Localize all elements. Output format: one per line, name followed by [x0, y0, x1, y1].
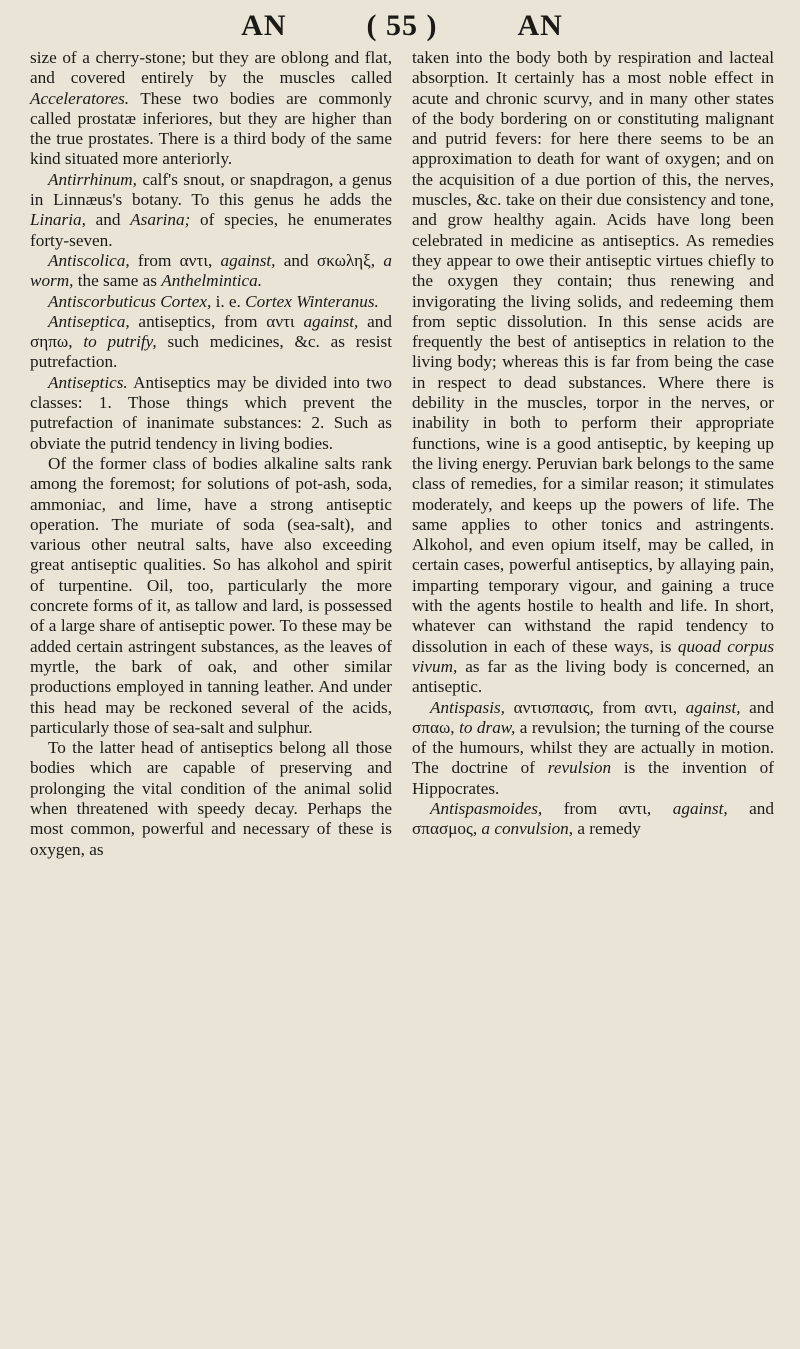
text-run: from αντι, — [129, 250, 221, 270]
italic-term: Antiseptics. — [48, 372, 128, 392]
page-number: ( 55 ) — [366, 9, 438, 42]
text-run: size of a cherry-stone; but they are oblong and flat, and covered entirely by the muscles called — [30, 48, 392, 88]
paragraph — [30, 373, 392, 454]
text-run: a revulsion; the turning of the course of the humours, whilst they are actually in motion. The doctrine of — [412, 717, 774, 778]
text-run: of species, he enumerates forty-seven. — [30, 210, 392, 250]
italic-term: Antispasmoides, — [430, 798, 543, 818]
text-run: a remedy — [573, 819, 641, 839]
italic-term: Cortex Winteranus. — [245, 291, 379, 311]
paragraph — [30, 312, 392, 373]
running-head-left: AN — [241, 9, 287, 42]
italic-term: Anthelmintica. — [161, 271, 263, 291]
italic-term: Antispasis, — [430, 697, 505, 717]
text-run: calf's snout, or snapdragon, a genus in Linnæus's botany. To this genus he adds the — [30, 169, 392, 210]
italic-term: against, — [672, 798, 728, 818]
italic-term: Acceleratores. — [30, 88, 130, 108]
italic-term: against, — [303, 311, 359, 331]
paragraph — [30, 48, 392, 170]
text-run: as far as the living body is concerned, an antiseptic. — [412, 656, 774, 697]
text-run: Of the former class of bodies alkaline salts rank among the foremost; for solutions of pot-ash, soda, ammoniac, and lime, have a strong antiseptic operation. The muriate of soda (sea-salt), and various other neutral salts, have also exceeding great antiseptic qualities. So has alkohol and spirit of turpentine. Oil, too, particularly the more concrete forms of it, as tallow and lard, is possessed of a large share of antiseptic power. To these may be added certain astringent substances, as the leaves of myrtle, the bark of oak, and other similar productions employed in tanning leather. And under this head may be reckoned several of the acids, particularly those of sea-salt and sulphur. — [30, 453, 392, 737]
text-columns — [30, 48, 774, 860]
running-head-right: AN — [517, 9, 563, 42]
italic-term: to draw, — [459, 717, 516, 737]
italic-term: to putrify, — [83, 332, 157, 352]
paragraph — [412, 48, 774, 698]
paragraph — [30, 251, 392, 292]
italic-term: Linaria, — [30, 210, 86, 230]
text-run: To the latter head of antiseptics belong all those bodies which are capable of preserving and prolonging the vital condition of the animal solid when threatened with speedy decay. Perhaps the most common, powerful and necessary of these is oxygen, as — [30, 738, 392, 859]
italic-term: Asarina; — [130, 210, 191, 230]
paragraph — [30, 454, 392, 738]
text-run: and σκωληξ, — [275, 250, 384, 270]
italic-term: Antiscorbuticus Cortex, — [48, 291, 212, 311]
italic-term: a convulsion, — [481, 819, 574, 839]
italic-term: against, — [685, 697, 741, 717]
running-head — [30, 6, 774, 46]
text-run: from αντι, — [542, 798, 673, 818]
text-run: and — [85, 210, 131, 230]
text-run: antiseptics, from αντι — [129, 311, 304, 331]
text-run: αντισπασις, from αντι, — [504, 697, 686, 717]
text-run: These two bodies are commonly called prostatæ inferiores, but they are higher than the true prostates. There is a third body of the same kind situated more anteriorly. — [30, 88, 392, 169]
italic-term: Antiscolica, — [48, 250, 130, 270]
paragraph — [30, 170, 392, 251]
paragraph — [412, 799, 774, 840]
paragraph — [412, 698, 774, 799]
text-run: and σηπω, — [30, 311, 392, 352]
italic-term: Antirrhinum, — [48, 169, 137, 189]
text-run: and σπασμος, — [412, 798, 774, 839]
right-column — [412, 48, 774, 860]
text-run: i. e. — [211, 291, 246, 311]
italic-term: against, — [220, 250, 276, 270]
paragraph — [30, 738, 392, 860]
text-run: is the invention of Hippocrates. — [412, 758, 775, 798]
paragraph — [30, 292, 392, 312]
left-column — [30, 48, 392, 860]
italic-term: a worm, — [30, 250, 392, 291]
text-run: Antiseptics may be divided into two classes: 1. Those things which prevent the putrefaction of inanimate substances: 2. Such as obviate the putrid tendency in living bodies. — [30, 372, 392, 453]
italic-term: quoad corpus vivum, — [412, 636, 775, 676]
text-run: and σπαω, — [412, 697, 774, 737]
text-run: the same as — [73, 271, 162, 291]
italic-term: revulsion — [547, 758, 612, 778]
italic-term: Antiseptica, — [48, 311, 130, 331]
text-run: taken into the body both by respiration and lacteal absorption. It certainly has a most noble effect in acute and chronic scurvy, and in many other states of the body bordering on or constituting malignant and putrid fevers: for here there seems to be an approximation to death for want of oxygen; and on the acquisition of a due portion of this, the nerves, muscles, &c. take on their due consistency and tone, and grow healthy again. Acids have long been celebrated in medicine as antiseptics. As remedies they appear to owe their antiseptic virtues chiefly to the oxygen they contain; thus renewing and invigorating the living solids, and redeeming them from septic dissolution. In this sense acids are frequently the best of antiseptics in relation to the living body; whereas this is far from being the case in respect to dead substances. Where there is debility in the muscles, torpor in the nerves, or inability in both to perform their appropriate functions, wine is a good antiseptic, by keeping up the living energy. Peruvian bark belongs to the same class of remedies, for a similar reason; it stimulates moderately, and keeps up the powers of life. The same applies to other tonics and astringents. Alkohol, and even opium itself, may be called, in certain cases, powerful antiseptics, by allaying pain, imparting temporary vigour, and gaining a truce with the agents hostile to health and life. In short, whatever can withstand the rapid tendency to dissolution in each of these ways, is — [412, 48, 774, 656]
text-run: such medicines, &c. as resist putrefaction. — [30, 332, 392, 372]
